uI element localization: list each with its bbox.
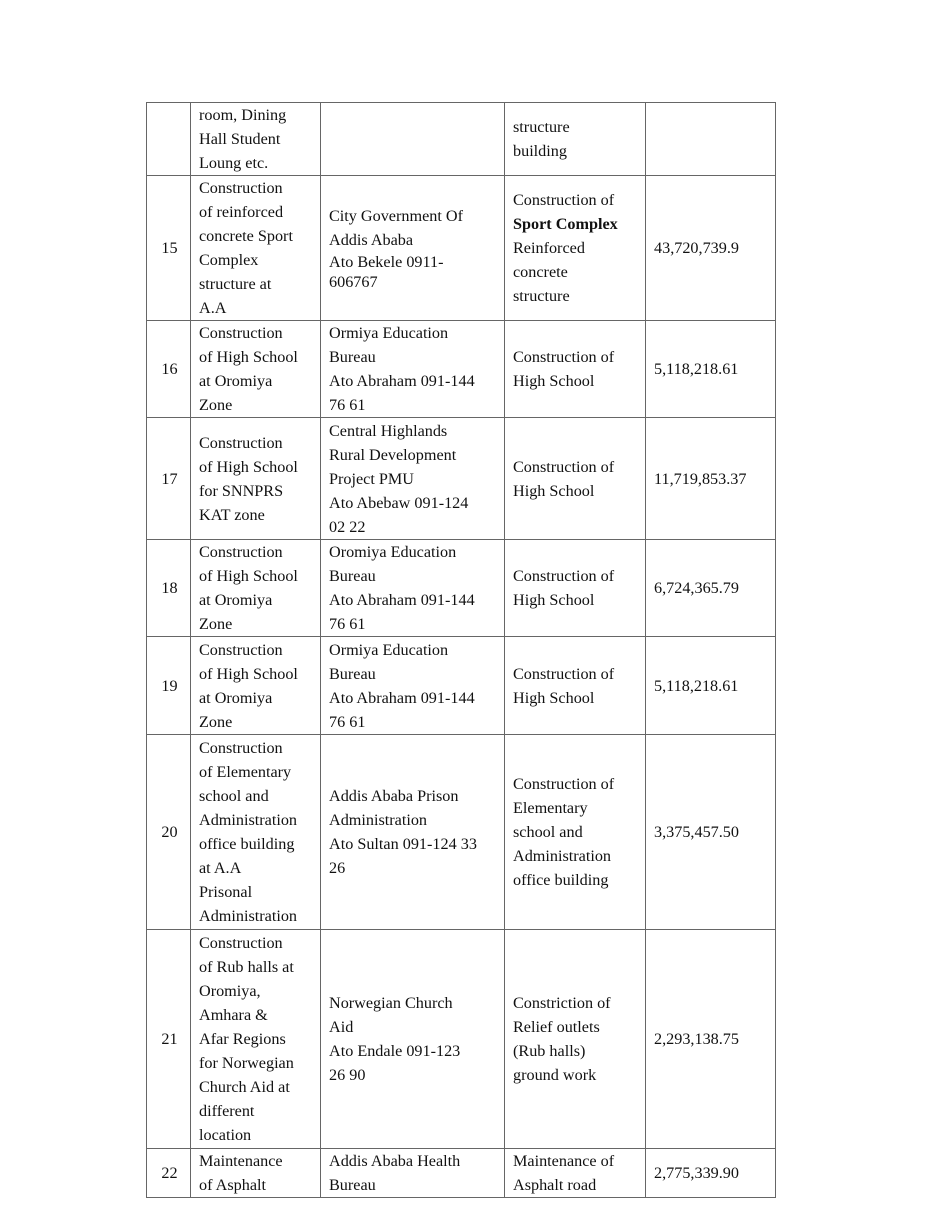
work-type: Construction of Sport Complex Reinforced concrete structure — [505, 176, 646, 321]
project-name: Maintenance of Asphalt — [191, 1149, 321, 1198]
sport-complex-emphasis: Sport Complex — [513, 215, 618, 233]
row-number: 18 — [147, 540, 191, 637]
project-name: Construction of High School at Oromiya Zone — [191, 637, 321, 735]
table-row — [147, 1149, 776, 1198]
table-row — [147, 176, 776, 321]
project-name: Construction of Elementary school and Administration office building at A.A Prisonal Administration — [191, 735, 321, 930]
work-type: structure building — [505, 103, 646, 176]
work-type: Construction of Elementary school and Administration office building — [505, 735, 646, 930]
client-info: Central Highlands Rural Development Project PMU Ato Abebaw 091-124 02 22 — [321, 418, 505, 540]
contract-amount: 2,293,138.75 — [646, 930, 776, 1149]
contract-amount: 5,118,218.61 — [646, 321, 776, 418]
contract-amount — [646, 103, 776, 176]
table-row — [147, 540, 776, 637]
client-info — [321, 103, 505, 176]
project-name: Construction of High School at Oromiya Zone — [191, 321, 321, 418]
row-number: 20 — [147, 735, 191, 930]
work-type: Construction of High School — [505, 321, 646, 418]
row-number — [147, 103, 191, 176]
project-name: Construction of reinforced concrete Sport Complex structure at A.A — [191, 176, 321, 321]
project-name: Construction of Rub halls at Oromiya, Amhara & Afar Regions for Norwegian Church Aid at different location — [191, 930, 321, 1149]
projects-table — [146, 102, 776, 1198]
table-row — [147, 103, 776, 176]
contract-amount: 2,775,339.90 — [646, 1149, 776, 1198]
table-row — [147, 321, 776, 418]
client-info: Ormiya Education Bureau Ato Abraham 091-144 76 61 — [321, 637, 505, 735]
client-info: City Government Of Addis Ababa Ato Bekele 0911- 606767 — [321, 176, 505, 321]
client-info: Addis Ababa Prison Administration Ato Sultan 091-124 33 26 — [321, 735, 505, 930]
contract-amount: 43,720,739.9 — [646, 176, 776, 321]
work-type: Maintenance of Asphalt road — [505, 1149, 646, 1198]
project-name: Construction of High School at Oromiya Zone — [191, 540, 321, 637]
contract-amount: 5,118,218.61 — [646, 637, 776, 735]
client-info: Norwegian Church Aid Ato Endale 091-123 26 90 — [321, 930, 505, 1149]
work-type: Construction of High School — [505, 540, 646, 637]
contract-amount: 3,375,457.50 — [646, 735, 776, 930]
client-info: Addis Ababa Health Bureau — [321, 1149, 505, 1198]
table-row — [147, 735, 776, 930]
project-name: Construction of High School for SNNPRS KAT zone — [191, 418, 321, 540]
table-row — [147, 930, 776, 1149]
row-number: 17 — [147, 418, 191, 540]
work-type: Construction of High School — [505, 418, 646, 540]
client-info: Oromiya Education Bureau Ato Abraham 091-144 76 61 — [321, 540, 505, 637]
row-number: 22 — [147, 1149, 191, 1198]
row-number: 19 — [147, 637, 191, 735]
client-info: Ormiya Education Bureau Ato Abraham 091-144 76 61 — [321, 321, 505, 418]
project-name: room, Dining Hall Student Loung etc. — [191, 103, 321, 176]
table-row — [147, 418, 776, 540]
table-row — [147, 637, 776, 735]
row-number: 16 — [147, 321, 191, 418]
row-number: 15 — [147, 176, 191, 321]
row-number: 21 — [147, 930, 191, 1149]
contract-amount: 11,719,853.37 — [646, 418, 776, 540]
work-type: Construction of High School — [505, 637, 646, 735]
work-type: Constriction of Relief outlets (Rub halls) ground work — [505, 930, 646, 1149]
contract-amount: 6,724,365.79 — [646, 540, 776, 637]
